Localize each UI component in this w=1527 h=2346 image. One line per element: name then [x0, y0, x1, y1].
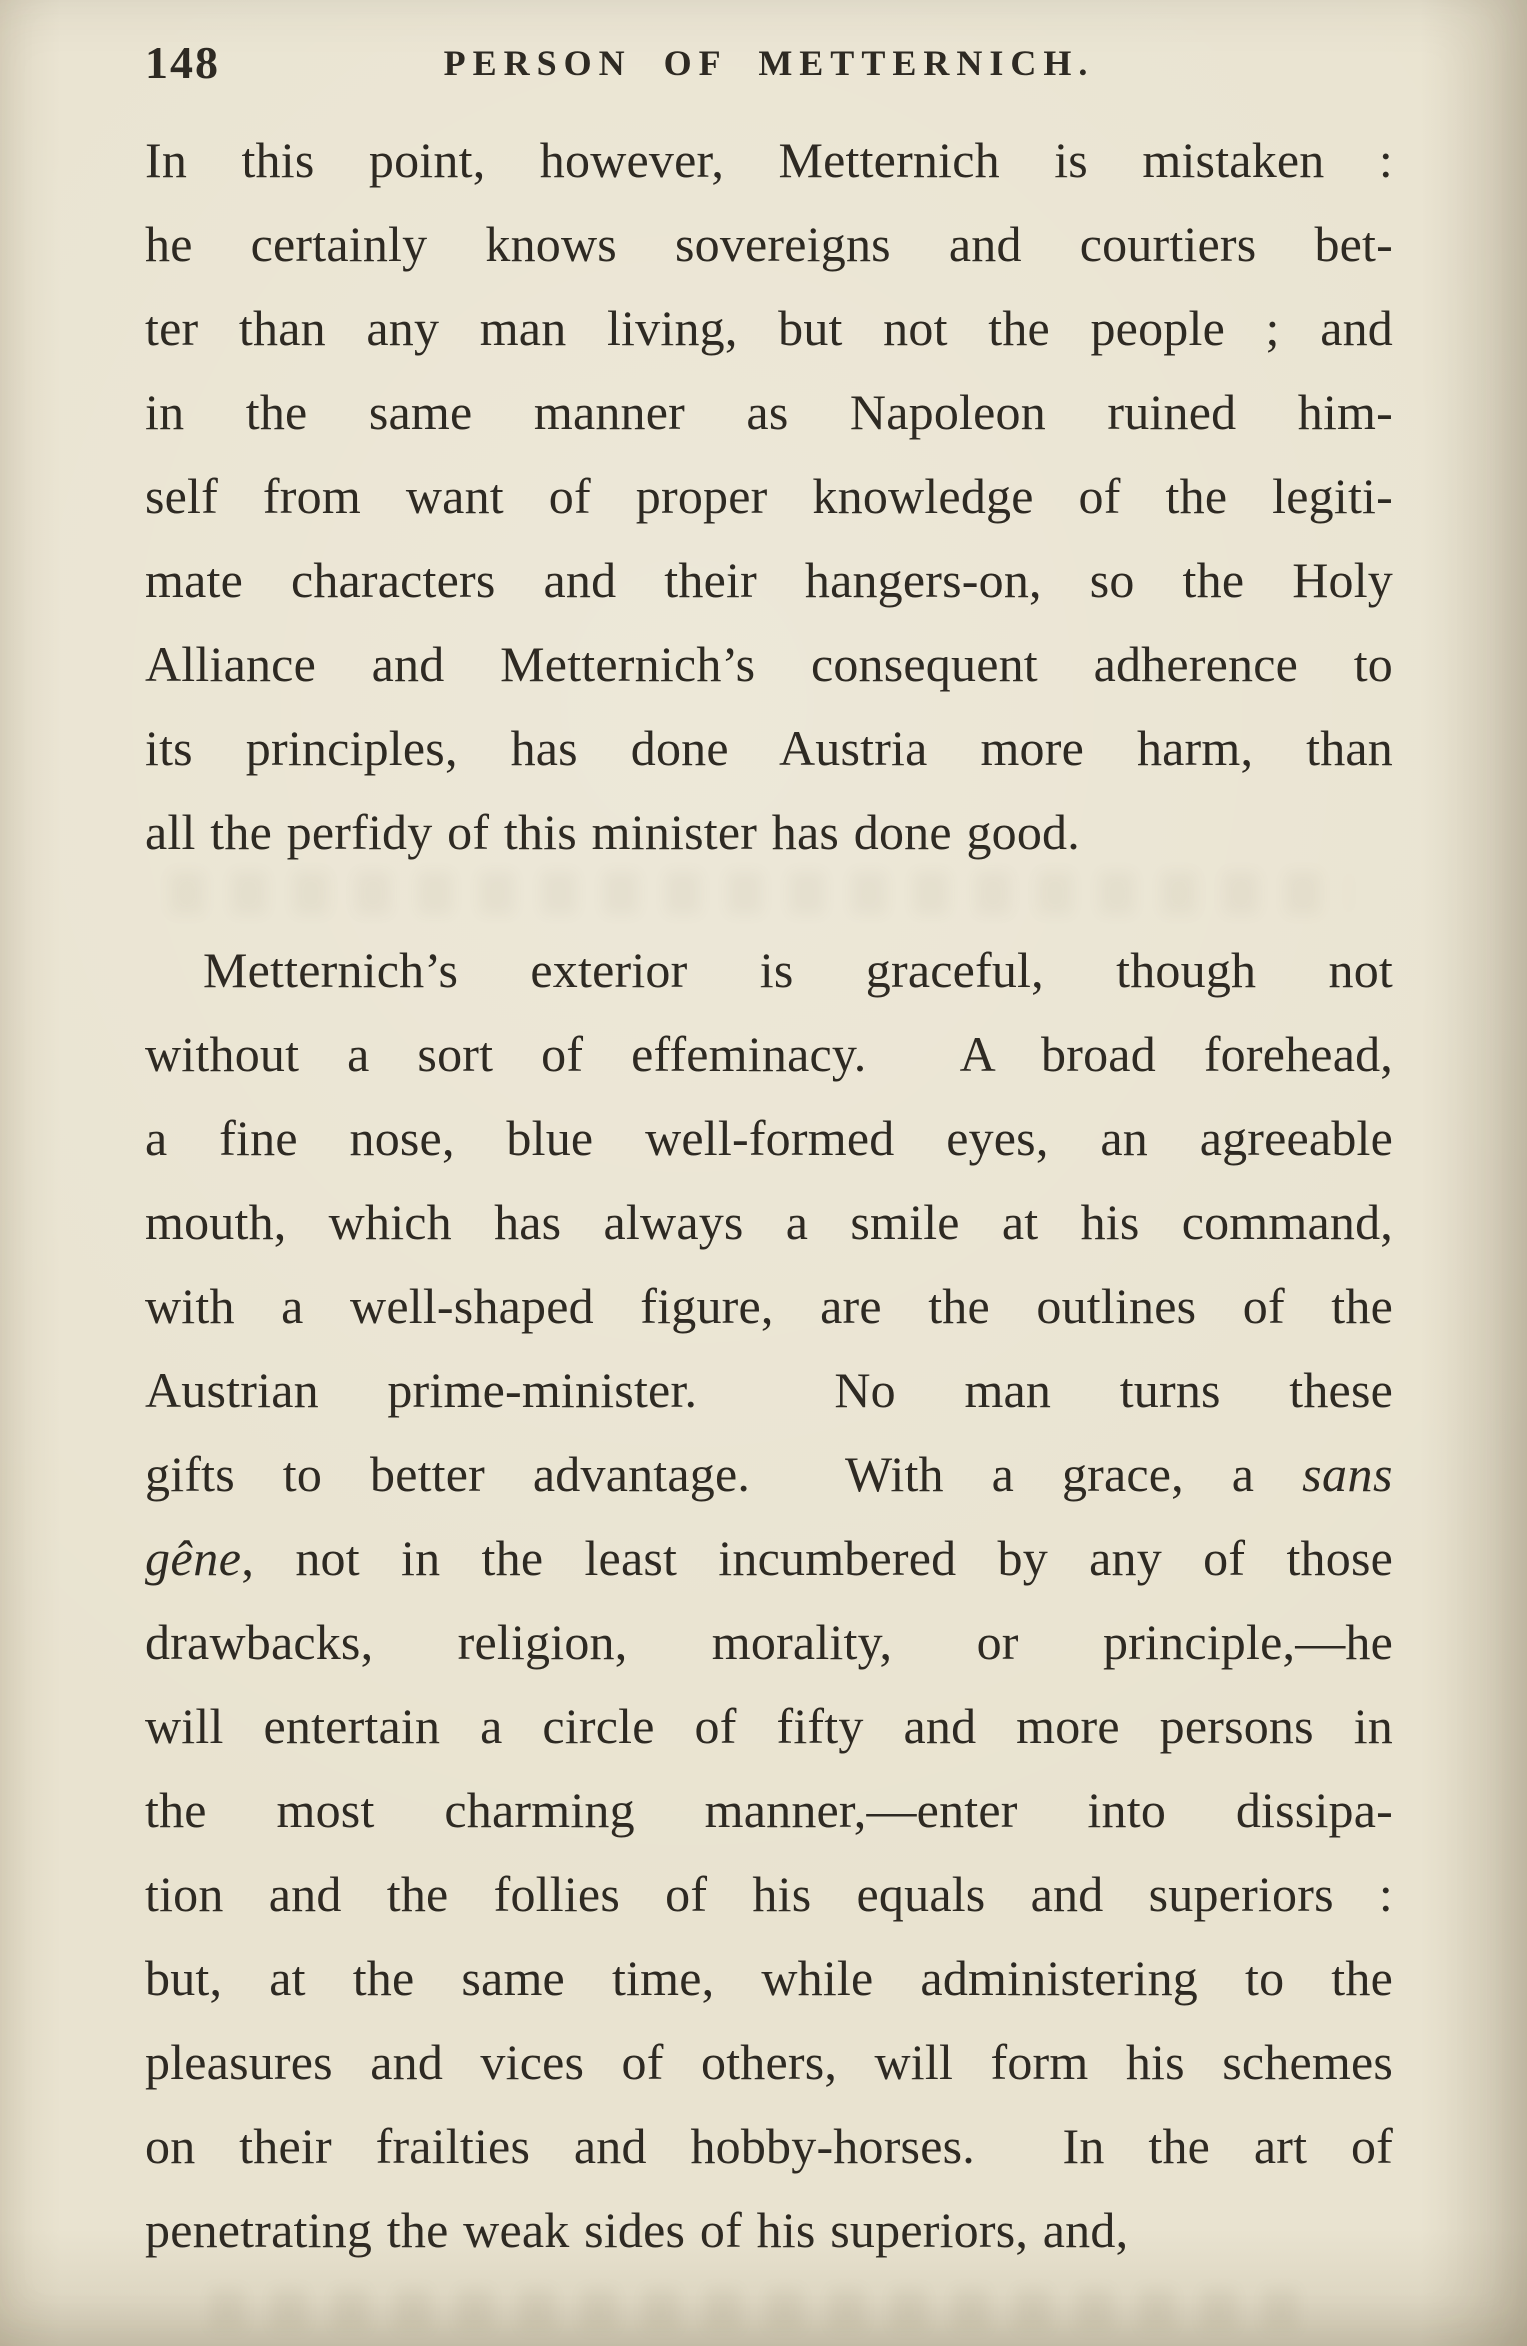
bleedthrough-text-ghost — [210, 2288, 1310, 2330]
text-line: gêne, not in the least incumbered by any of those — [145, 1530, 1393, 1586]
text-line: mate characters and their hangers-on, so the Holy — [145, 552, 1393, 608]
text-line: but, at the same time, while administering to the — [145, 1950, 1393, 2006]
text-block — [145, 118, 1393, 2272]
paragraph — [145, 118, 1393, 874]
text-line: pleasures and vices of others, will form his schemes — [145, 2034, 1393, 2090]
text-line: Austrian prime-minister. No man turns these — [145, 1362, 1393, 1418]
text-line: the most charming manner,—enter into dissipa- — [145, 1782, 1393, 1838]
italic-text: gêne — [145, 1530, 242, 1586]
text-line: a fine nose, blue well-formed eyes, an agreeable — [145, 1110, 1393, 1166]
text-line: on their frailties and hobby-horses. In the art of — [145, 2118, 1393, 2174]
running-header: PERSON OF METTERNICH. — [443, 43, 1095, 83]
text-line: ter than any man living, but not the people ; and — [145, 300, 1393, 356]
text-line: Metternich’s exterior is graceful, though not — [203, 942, 1393, 998]
text-line: tion and the follies of his equals and superiors : — [145, 1866, 1393, 1922]
text-line: mouth, which has always a smile at his command, — [145, 1194, 1393, 1250]
text-line: in the same manner as Napoleon ruined him- — [145, 384, 1393, 440]
text-line: its principles, has done Austria more harm, than — [145, 720, 1393, 776]
text-line: with a well-shaped figure, are the outlines of the — [145, 1278, 1393, 1334]
page-number: 148 — [145, 37, 220, 88]
text-line: he certainly knows sovereigns and courtiers bet- — [145, 216, 1393, 272]
text-line: will entertain a circle of fifty and more persons in — [145, 1698, 1393, 1754]
text-line: penetrating the weak sides of his superiors, and, — [145, 2202, 1129, 2258]
page-header-row — [145, 34, 1393, 104]
text-line: self from want of proper knowledge of the legiti- — [145, 468, 1393, 524]
paragraph — [145, 928, 1393, 2272]
text-line: without a sort of effeminacy. A broad forehead, — [145, 1026, 1393, 1082]
text-line: gifts to better advantage. With a grace, a sans — [145, 1446, 1393, 1502]
text-line: In this point, however, Metternich is mistaken : — [145, 132, 1393, 188]
text-line: Alliance and Metternich’s consequent adherence to — [145, 636, 1393, 692]
italic-text: sans — [1302, 1446, 1393, 1502]
text-line: drawbacks, religion, morality, or principle,—he — [145, 1614, 1393, 1670]
text-line: all the perfidy of this minister has done good. — [145, 804, 1080, 860]
